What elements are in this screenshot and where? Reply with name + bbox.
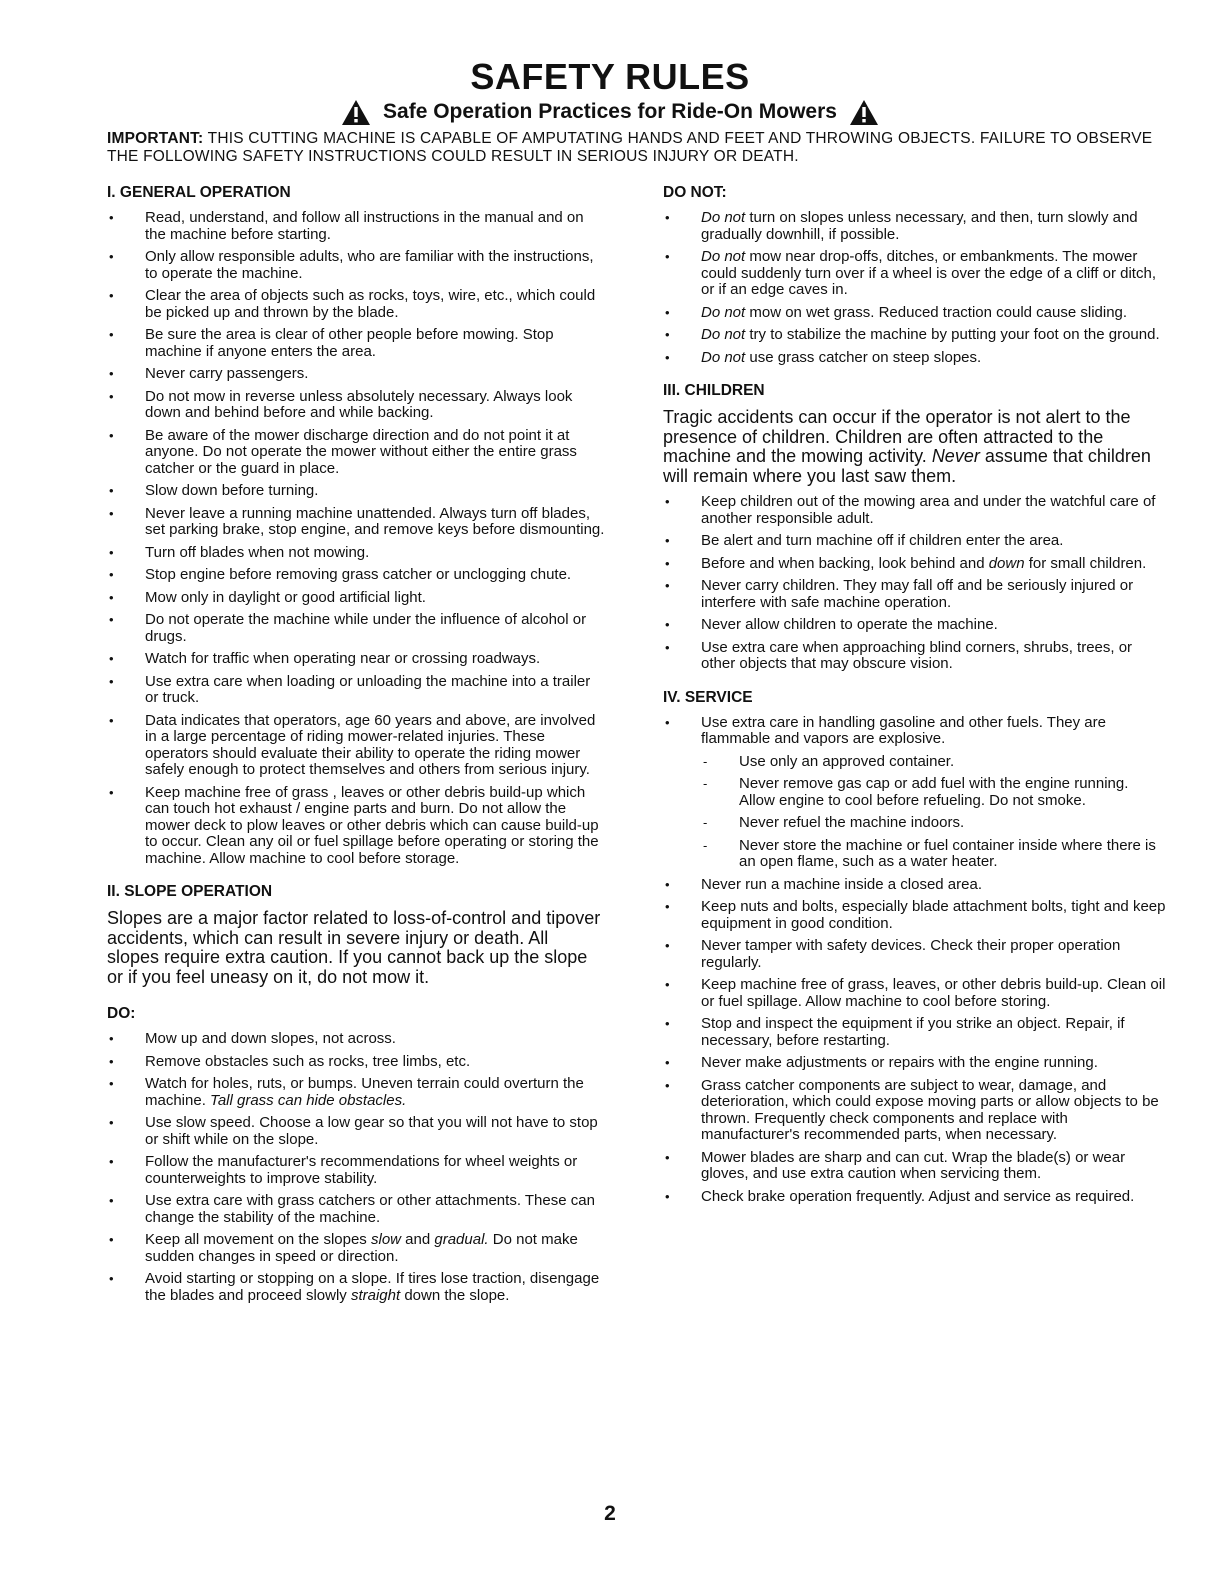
list-item: • Never run a machine inside a closed area. [663, 877, 1167, 894]
list-item: • Keep machine free of grass, leaves, or other debris build-up. Clean oil or fuel spillage. Allow machine to cool before storing. [663, 977, 1167, 1010]
warning-icon [849, 99, 879, 126]
page-number: 2 [604, 1502, 616, 1525]
list-item: • Be sure the area is clear of other people before mowing. Stop machine if anyone enters the area. [107, 327, 605, 360]
list-item: • Do not try to stabilize the machine by putting your foot on the ground. [663, 327, 1167, 344]
list-item: • Avoid starting or stopping on a slope. If tires lose traction, disengage the blades and proceed slowly straight down the slope. [107, 1271, 605, 1304]
list-item: • Never leave a running machine unattended. Always turn off blades, set parking brake, stop engine, and remove keys before dismounting. [107, 506, 605, 539]
list-item: • Turn off blades when not mowing. [107, 545, 605, 562]
list-item: • Watch for holes, ruts, or bumps. Uneven terrain could overturn the machine. Tall grass can hide obstacles. [107, 1076, 605, 1109]
sub-list-item: - Never remove gas cap or add fuel with the engine running. Allow engine to cool before refueling. Do not smoke. [663, 776, 1167, 809]
list-item: • Keep machine free of grass , leaves or other debris build-up which can touch hot exhaust / engine parts and burn. Do not allow the mower deck to plow leaves or other debris which can cause build-up to occur. Clean any oil or fuel spillage before operating or storing the machine. Allow machine to cool before storage. [107, 785, 605, 868]
list-item: • Keep all movement on the slopes slow and gradual. Do not make sudden changes in speed or direction. [107, 1232, 605, 1265]
children-list [663, 494, 1167, 673]
list-item: • Mow up and down slopes, not across. [107, 1031, 605, 1048]
list-item: • Never make adjustments or repairs with the engine running. [663, 1055, 1167, 1072]
list-item: • Be aware of the mower discharge direction and do not point it at anyone. Do not operate the mower without either the entire grass catcher or the guard in place. [107, 428, 605, 478]
list-item: • Do not mow on wet grass. Reduced traction could cause sliding. [663, 305, 1167, 322]
list-item: • Check brake operation frequently. Adjust and service as required. [663, 1189, 1167, 1206]
subtitle-text: Safe Operation Practices for Ride-On Mowers [383, 100, 837, 123]
general-heading: I. GENERAL OPERATION [107, 184, 291, 201]
service-list [663, 715, 1167, 1206]
list-item: • Before and when backing, look behind and down for small children. [663, 556, 1167, 573]
page-subtitle [0, 98, 1220, 126]
list-item: • Remove obstacles such as rocks, tree limbs, etc. [107, 1054, 605, 1071]
important-text: THIS CUTTING MACHINE IS CAPABLE OF AMPUTATING HANDS AND FEET AND THROWING OBJECTS. FAILURE TO OBSERVE THE FOLLOWING SAFETY INSTRUCTIONS COULD RESULT IN SERIOUS INJURY OR DEATH. [107, 130, 1153, 165]
list-item: • Do not turn on slopes unless necessary, and then, turn slowly and gradually downhill, if possible. [663, 210, 1167, 243]
list-item: • Never carry children. They may fall off and be seriously injured or interfere with safe machine operation. [663, 578, 1167, 611]
service-heading: IV. SERVICE [663, 688, 753, 706]
list-item: • Use slow speed. Choose a low gear so that you will not have to stop or shift while on the slope. [107, 1115, 605, 1148]
list-item: • Do not mow in reverse unless absolutely necessary. Always look down and behind before and while backing. [107, 389, 605, 422]
list-item: • Mow only in daylight or good artificial light. [107, 590, 605, 607]
list-item: • Keep children out of the mowing area and under the watchful care of another responsible adult. [663, 494, 1167, 527]
list-item: • Keep nuts and bolts, especially blade attachment bolts, tight and keep equipment in good condition. [663, 899, 1167, 932]
list-item: • Never carry passengers. [107, 366, 605, 383]
donot-list [663, 210, 1167, 366]
donot-heading: DO NOT: [663, 184, 727, 201]
list-item: • Stop engine before removing grass catcher or unclogging chute. [107, 567, 605, 584]
list-item: • Do not operate the machine while under the influence of alcohol or drugs. [107, 612, 605, 645]
general-list [107, 210, 605, 867]
page-title: SAFETY RULES [470, 56, 750, 97]
list-item: • Watch for traffic when operating near or crossing roadways. [107, 651, 605, 668]
important-notice [107, 130, 1177, 166]
list-item: • Never allow children to operate the machine. [663, 617, 1167, 634]
left-column [107, 184, 605, 1310]
list-item: • Follow the manufacturer's recommendations for wheel weights or counterweights to improve stability. [107, 1154, 605, 1187]
list-item: • Use extra care with grass catchers or other attachments. These can change the stability of the machine. [107, 1193, 605, 1226]
sub-list-item: - Never refuel the machine indoors. [663, 815, 1167, 832]
list-item: • Mower blades are sharp and can cut. Wrap the blade(s) or wear gloves, and use extra caution when servicing them. [663, 1150, 1167, 1183]
slope-heading: II. SLOPE OPERATION [107, 883, 273, 900]
list-item: • Slow down before turning. [107, 483, 605, 500]
list-item: • Only allow responsible adults, who are familiar with the instructions, to operate the machine. [107, 249, 605, 282]
list-item: • Stop and inspect the equipment if you strike an object. Repair, if necessary, before restarting. [663, 1016, 1167, 1049]
list-item: • Use extra care when approaching blind corners, shrubs, trees, or other objects that may obscure vision. [663, 640, 1167, 673]
sub-list-item: - Never store the machine or fuel container inside where there is an open flame, such as a water heater. [663, 838, 1167, 871]
sub-list-item: - Use only an approved container. [663, 754, 1167, 771]
do-list [107, 1031, 605, 1304]
list-item: • Use extra care when loading or unloading the machine into a trailer or truck. [107, 674, 605, 707]
warning-icon [341, 99, 371, 126]
list-item: • Data indicates that operators, age 60 years and above, are involved in a large percentage of riding mower-related injuries. These operators should evaluate their ability to operate the riding mower safely enough to protect themselves and others from serious injury. [107, 713, 605, 779]
list-item: • Do not use grass catcher on steep slopes. [663, 350, 1167, 367]
important-label: IMPORTANT: [107, 130, 204, 147]
list-item: • Never tamper with safety devices. Check their proper operation regularly. [663, 938, 1167, 971]
list-item: • Use extra care in handling gasoline and other fuels. They are flammable and vapors are explosive. [663, 715, 1167, 748]
slope-intro: Slopes are a major factor related to loss-of-control and tipover accidents, which can result in severe injury or death. All slopes require extra caution. If you cannot back up the slope or if you feel uneasy on it, do not mow it. [107, 908, 601, 987]
list-item: • Be alert and turn machine off if children enter the area. [663, 533, 1167, 550]
list-item: • Clear the area of objects such as rocks, toys, wire, etc., which could be picked up and thrown by the blade. [107, 288, 605, 321]
list-item: • Do not mow near drop-offs, ditches, or embankments. The mower could suddenly turn over if a wheel is over the edge of a cliff or ditch, or if an edge caves in. [663, 249, 1167, 299]
list-item: • Read, understand, and follow all instructions in the manual and on the machine before starting. [107, 210, 605, 243]
children-intro: Tragic accidents can occur if the operator is not alert to the presence of children. Children are often attracted to the machine and the mowing activity. Never assume that children will remain where you last saw them. [663, 407, 1151, 486]
list-item: • Grass catcher components are subject to wear, damage, and deterioration, which could expose moving parts or allow objects to be thrown. Frequently check components and replace with manufacturer's recommended parts, when necessary. [663, 1078, 1167, 1144]
right-column [663, 184, 1167, 1211]
children-heading: III. CHILDREN [663, 382, 765, 399]
do-heading: DO: [107, 1005, 136, 1022]
